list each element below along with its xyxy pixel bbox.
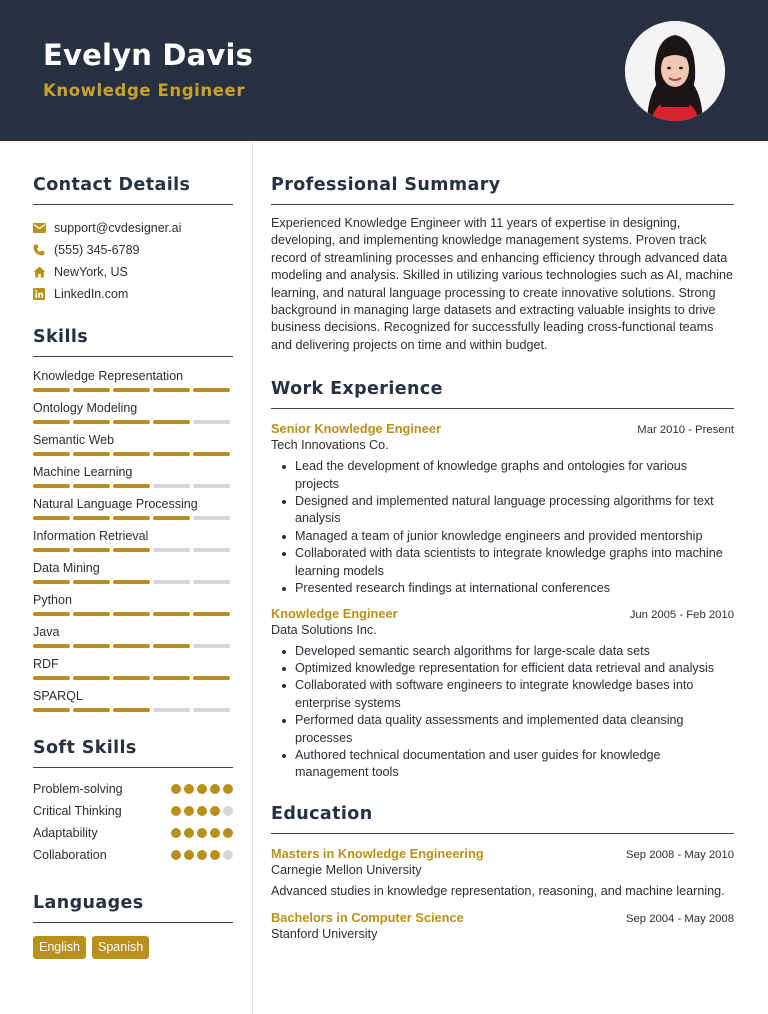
skill-name: Java xyxy=(33,625,60,639)
candidate-name: Evelyn Davis xyxy=(43,38,254,72)
summary-text: Experienced Knowledge Engineer with 11 years of expertise in designing, developing, and implementing knowledge management systems. Proven track record of streamlining processes and enhancing efficiency through advanced data modeling and analysis. Skilled in utilizing various technologies such as AI, machine learning, and natural language processing to create innovative solutions. Strong background in managing large datasets and extracting valuable insights to drive business decisions. Recognized for successfully leading cross-functional teams and delivering projects on time and within budget. xyxy=(271,216,734,352)
home-icon xyxy=(33,265,54,279)
education-title: Education xyxy=(271,803,373,824)
skill-level-segment xyxy=(113,516,150,520)
languages-title: Languages xyxy=(33,893,144,913)
skill-level-segment xyxy=(113,612,150,616)
skill-name: Python xyxy=(33,593,72,607)
job-bullet: Optimized knowledge representation for efficient data retrieval and analysis xyxy=(271,660,734,677)
soft-skill-rating xyxy=(171,828,233,838)
soft-skills-title: Soft Skills xyxy=(33,738,137,758)
soft-skill-name: Critical Thinking xyxy=(33,804,122,818)
rating-dot xyxy=(197,784,207,794)
skill-item xyxy=(33,368,233,392)
skill-item xyxy=(33,400,233,424)
skill-level-segment xyxy=(73,644,110,648)
skill-level-segment xyxy=(33,388,70,392)
skills-section xyxy=(33,327,233,712)
contact-email-text: support@cvdesigner.ai xyxy=(54,221,182,235)
rating-dot xyxy=(171,806,181,816)
job-bullet: Presented research findings at international conferences xyxy=(271,580,734,597)
skill-name: Natural Language Processing xyxy=(33,497,198,511)
skill-level-segment xyxy=(113,644,150,648)
job-bullet: Collaborated with software engineers to integrate knowledge bases into enterprise systems xyxy=(271,677,734,712)
soft-skill-name: Adaptability xyxy=(33,826,98,840)
skill-item xyxy=(33,688,233,712)
rating-dot xyxy=(223,806,233,816)
job-bullets xyxy=(271,458,734,597)
soft-skills-list xyxy=(33,778,233,866)
job-entry xyxy=(271,606,734,782)
job-bullet: Designed and implemented natural language processing algorithms for text analysis xyxy=(271,493,734,528)
skill-level-segment xyxy=(113,580,150,584)
contact-email[interactable] xyxy=(33,217,233,239)
soft-skill-rating xyxy=(171,850,233,860)
education-date: Sep 2004 - May 2008 xyxy=(625,913,734,926)
skill-level-segment xyxy=(193,612,230,616)
summary-title: Professional Summary xyxy=(271,175,501,195)
rating-dot xyxy=(223,850,233,860)
section-rule xyxy=(33,922,233,923)
section-rule xyxy=(271,204,734,205)
soft-skill-item xyxy=(33,778,233,800)
soft-skill-item xyxy=(33,800,233,822)
job-date: Jun 2005 - Feb 2010 xyxy=(629,608,734,621)
soft-skill-name: Collaboration xyxy=(33,848,107,862)
skill-level-segment xyxy=(33,644,70,648)
skill-level-segment xyxy=(113,708,150,712)
contact-linkedin[interactable] xyxy=(33,283,233,305)
soft-skill-item xyxy=(33,822,233,844)
section-rule xyxy=(33,767,233,768)
job-company: Data Solutions Inc. xyxy=(271,622,377,637)
contact-section xyxy=(33,175,233,305)
skill-level-segment xyxy=(73,708,110,712)
profile-photo xyxy=(625,21,725,121)
skill-level-segment xyxy=(113,484,150,488)
skills-list xyxy=(33,368,233,712)
skill-item xyxy=(33,592,233,616)
skill-level-segment xyxy=(153,676,190,680)
skill-level-bar xyxy=(33,548,233,552)
soft-skill-rating xyxy=(171,806,233,816)
job-bullet: Collaborated with data scientists to integrate knowledge graphs into machine learning models xyxy=(271,545,734,580)
skill-level-bar xyxy=(33,676,233,680)
contact-linkedin-text: LinkedIn.com xyxy=(54,287,129,301)
skill-level-segment xyxy=(153,580,190,584)
skill-level-segment xyxy=(153,612,190,616)
skill-level-segment xyxy=(33,612,70,616)
languages-list xyxy=(33,936,233,959)
job-entry xyxy=(271,421,734,597)
skill-level-segment xyxy=(153,644,190,648)
skill-level-segment xyxy=(193,580,230,584)
skill-item xyxy=(33,528,233,552)
skill-level-segment xyxy=(193,420,230,424)
skill-level-segment xyxy=(73,580,110,584)
skill-level-segment xyxy=(193,388,230,392)
contact-phone-text: (555) 345-6789 xyxy=(54,243,140,257)
skill-level-segment xyxy=(193,452,230,456)
job-bullets xyxy=(271,643,734,782)
summary-section xyxy=(271,175,734,354)
rating-dot xyxy=(171,784,181,794)
skill-level-bar xyxy=(33,516,233,520)
language-badge: English xyxy=(33,936,86,959)
education-description: Advanced studies in knowledge representation, reasoning, and machine learning. xyxy=(271,883,725,898)
skill-level-segment xyxy=(73,612,110,616)
skill-level-segment xyxy=(193,516,230,520)
job-date: Mar 2010 - Present xyxy=(637,424,734,437)
left-column xyxy=(33,141,233,959)
contact-location xyxy=(33,261,233,283)
education-entry xyxy=(271,846,734,900)
skill-level-segment xyxy=(73,388,110,392)
degree-title: Bachelors in Computer Science xyxy=(271,910,464,926)
skill-level-bar xyxy=(33,708,233,712)
skill-item xyxy=(33,496,233,520)
rating-dot xyxy=(171,828,181,838)
skill-level-bar xyxy=(33,580,233,584)
education-date: Sep 2008 - May 2010 xyxy=(625,848,734,861)
section-rule xyxy=(33,356,233,357)
skill-name: Ontology Modeling xyxy=(33,401,138,415)
skill-level-bar xyxy=(33,644,233,648)
skill-level-bar xyxy=(33,612,233,616)
skill-level-segment xyxy=(153,452,190,456)
section-rule xyxy=(271,833,734,834)
experience-section xyxy=(271,379,734,782)
skill-name: Data Mining xyxy=(33,561,100,575)
column-divider xyxy=(252,141,253,1014)
skill-level-segment xyxy=(113,420,150,424)
rating-dot xyxy=(210,850,220,860)
skill-level-segment xyxy=(33,580,70,584)
soft-skill-name: Problem-solving xyxy=(33,782,123,796)
linkedin-icon xyxy=(33,287,54,301)
rating-dot xyxy=(210,784,220,794)
skill-level-segment xyxy=(113,676,150,680)
rating-dot xyxy=(197,850,207,860)
skill-level-segment xyxy=(153,548,190,552)
resume-header xyxy=(0,0,768,141)
skill-level-segment xyxy=(153,420,190,424)
languages-section xyxy=(33,893,233,959)
skill-level-segment xyxy=(33,708,70,712)
rating-dot xyxy=(184,806,194,816)
contact-location-text: NewYork, US xyxy=(54,265,128,279)
skill-level-segment xyxy=(73,516,110,520)
skill-level-bar xyxy=(33,484,233,488)
skill-item xyxy=(33,560,233,584)
skill-level-segment xyxy=(193,484,230,488)
skill-name: RDF xyxy=(33,657,59,671)
skill-level-segment xyxy=(33,676,70,680)
education-section xyxy=(271,804,734,941)
job-company: Tech Innovations Co. xyxy=(271,438,389,453)
right-column xyxy=(271,141,734,941)
job-bullet: Lead the development of knowledge graphs and ontologies for various projects xyxy=(271,458,734,493)
contact-list xyxy=(33,217,233,305)
skill-level-bar xyxy=(33,388,233,392)
skill-level-segment xyxy=(113,452,150,456)
skill-level-segment xyxy=(73,676,110,680)
rating-dot xyxy=(184,784,194,794)
education-entry xyxy=(271,910,734,941)
skill-level-segment xyxy=(33,452,70,456)
school-name: Carnegie Mellon University xyxy=(271,862,422,877)
rating-dot xyxy=(223,828,233,838)
skill-level-segment xyxy=(73,420,110,424)
phone-icon xyxy=(33,243,54,257)
skill-level-segment xyxy=(153,516,190,520)
rating-dot xyxy=(171,850,181,860)
job-title: Senior Knowledge Engineer xyxy=(271,421,441,437)
skill-level-segment xyxy=(73,548,110,552)
skill-level-segment xyxy=(193,548,230,552)
skill-item xyxy=(33,432,233,456)
section-rule xyxy=(271,408,734,409)
job-bullet: Authored technical documentation and user guides for knowledge management tools xyxy=(271,747,734,782)
experience-title: Work Experience xyxy=(271,379,443,400)
skills-title: Skills xyxy=(33,327,89,347)
section-rule xyxy=(33,204,233,205)
degree-title: Masters in Knowledge Engineering xyxy=(271,845,484,861)
job-bullet: Performed data quality assessments and implemented data cleansing processes xyxy=(271,712,734,747)
contact-title: Contact Details xyxy=(33,175,191,195)
skill-item xyxy=(33,656,233,680)
soft-skills-section xyxy=(33,738,233,866)
rating-dot xyxy=(210,828,220,838)
rating-dot xyxy=(184,828,194,838)
skill-name: Information Retrieval xyxy=(33,529,149,543)
job-title: Knowledge Engineer xyxy=(271,605,398,621)
rating-dot xyxy=(184,850,194,860)
skill-level-segment xyxy=(113,388,150,392)
skill-name: SPARQL xyxy=(33,689,83,703)
skill-level-segment xyxy=(73,452,110,456)
skill-name: Semantic Web xyxy=(33,433,115,447)
job-bullet: Developed semantic search algorithms for large-scale data sets xyxy=(271,643,734,660)
skill-level-segment xyxy=(33,484,70,488)
skill-name: Knowledge Representation xyxy=(33,369,184,383)
skill-level-segment xyxy=(153,484,190,488)
skill-item xyxy=(33,464,233,488)
contact-phone[interactable] xyxy=(33,239,233,261)
rating-dot xyxy=(197,828,207,838)
skill-level-segment xyxy=(153,708,190,712)
school-name: Stanford University xyxy=(271,927,378,942)
soft-skill-item xyxy=(33,844,233,866)
job-bullet: Managed a team of junior knowledge engineers and provided mentorship xyxy=(271,528,734,545)
skill-level-segment xyxy=(33,548,70,552)
skill-level-segment xyxy=(113,548,150,552)
skill-level-segment xyxy=(153,388,190,392)
skill-item xyxy=(33,624,233,648)
skill-level-segment xyxy=(193,708,230,712)
skill-level-segment xyxy=(33,420,70,424)
skill-level-segment xyxy=(33,516,70,520)
rating-dot xyxy=(197,806,207,816)
envelope-icon xyxy=(33,221,54,235)
rating-dot xyxy=(223,784,233,794)
skill-level-segment xyxy=(193,676,230,680)
candidate-role: Knowledge Engineer xyxy=(43,81,246,100)
skill-name: Machine Learning xyxy=(33,465,133,479)
rating-dot xyxy=(210,806,220,816)
skill-level-bar xyxy=(33,420,233,424)
soft-skill-rating xyxy=(171,784,233,794)
skill-level-segment xyxy=(193,644,230,648)
language-badge: Spanish xyxy=(92,936,149,959)
skill-level-segment xyxy=(73,484,110,488)
skill-level-bar xyxy=(33,452,233,456)
